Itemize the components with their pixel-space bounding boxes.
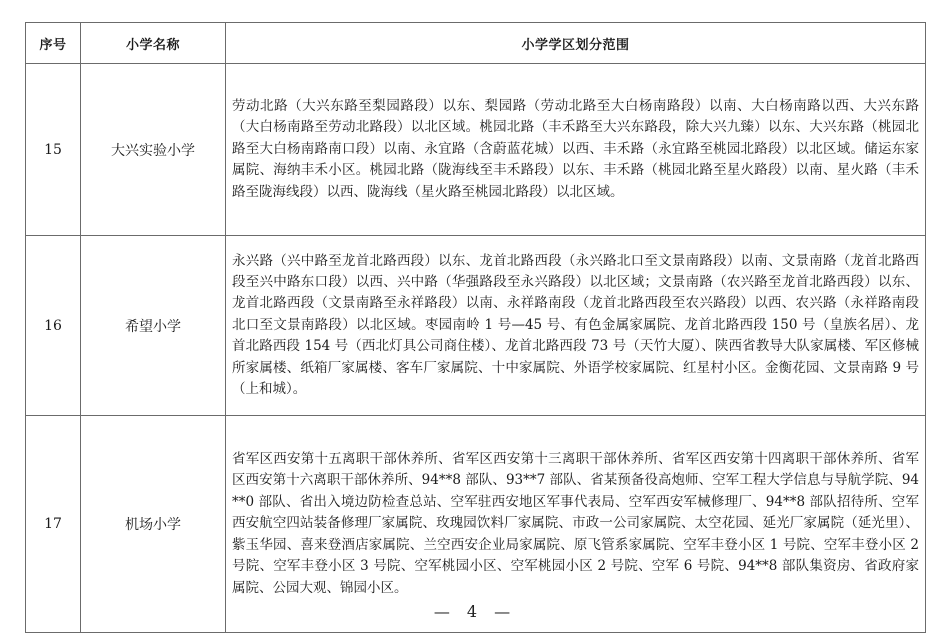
row-district-range: 永兴路（兴中路至龙首北路西段）以东、龙首北路西段（永兴路北口至文景南路段）以南、文景南路（龙首北路西段至兴中路东口段）以西、兴中路（华强路段至永兴路段）以北区域；文景南路（农兴路至龙首北路西段）以东、龙首北路西段（文景南路至永祥路段）以南、永祥路南段（龙首北路西段至农兴路段）以西、农兴路（永祥路南段北口至文景南路段）以北区域。枣园南岭 1 号—45 号、有色金属家属院、龙首北路西段 150 号（皇族名居）、龙首北路西段 154 号（西北灯具公司商住楼）、龙首北路西段 73 号（天竹大厦）、陕西省教导大队家属楼、军区修械所家属楼、纸箱厂家属楼、客车厂家属院、十中家属院、外语学校家属院、红星村小区。金衡花园、文景南路 9 号（上和城）。: [226, 236, 926, 416]
row-number: 17: [26, 416, 81, 633]
row-school-name: 大兴实验小学: [81, 64, 226, 236]
row-number: 16: [26, 236, 81, 416]
row-district-range: 省军区西安第十五离职干部休养所、省军区西安第十三离职干部休养所、省军区西安第十四离职干部休养所、省军区西安第十六离职干部休养所、94**8 部队、93**7 部队、省某预备役高炮师、空军工程大学信息与导航学院、94**0 部队、省出入境边防检查总站、空军驻西安地区军事代表局、空军西安军械修理厂、94**8 部队招待所、空军西安航空四站装备修理厂家属院、玫瑰园饮料厂家属院、市政一公司家属院、太空花园、延光厂家属院（延光里）、紫玉华园、喜来登酒店家属院、兰空西安企业局家属院、原飞管系家属院、空军丰登小区 1 号院、空军丰登小区 2 号院、空军丰登小区 3 号院、空军桃园小区、空军桃园小区 2 号院、空军 6 号院、94**8 部队集资房、省政府家属院、公园大观、锦园小区。: [226, 416, 926, 633]
row-district-range: 劳动北路（大兴东路至梨园路段）以东、梨园路（劳动北路至大白杨南路段）以南、大白杨南路以西、大兴东路（大白杨南路至劳动北路段）以北区域。桃园北路（丰禾路至大兴东路段，除大兴九臻）以东、大兴东路（桃园北路至大白杨南路南口段）以南、永宜路（含蔚蓝花城）以西、丰禾路（永宜路至桃园北路段）以北区域。储运东家属院、海纳丰禾小区。桃园北路（陇海线至丰禾路段）以东、丰禾路（桃园北路至星火路段）以南、星火路（丰禾路至陇海线段）以西、陇海线（星火路至桃园北路段）以北区域。: [226, 64, 926, 236]
document-page: [25, 22, 925, 596]
row-school-name: 希望小学: [81, 236, 226, 416]
table-row: [26, 64, 926, 236]
table-row: [26, 416, 926, 633]
page-number: — 4 —: [433, 602, 517, 621]
header-number: 序号: [26, 23, 81, 64]
table-header: [26, 23, 926, 64]
row-number: 15: [26, 64, 81, 236]
row-school-name: 机场小学: [81, 416, 226, 633]
school-district-table: [25, 22, 926, 633]
table-row: [26, 236, 926, 416]
header-school-name: 小学名称: [81, 23, 226, 64]
header-district-range: 小学学区划分范围: [226, 23, 926, 64]
